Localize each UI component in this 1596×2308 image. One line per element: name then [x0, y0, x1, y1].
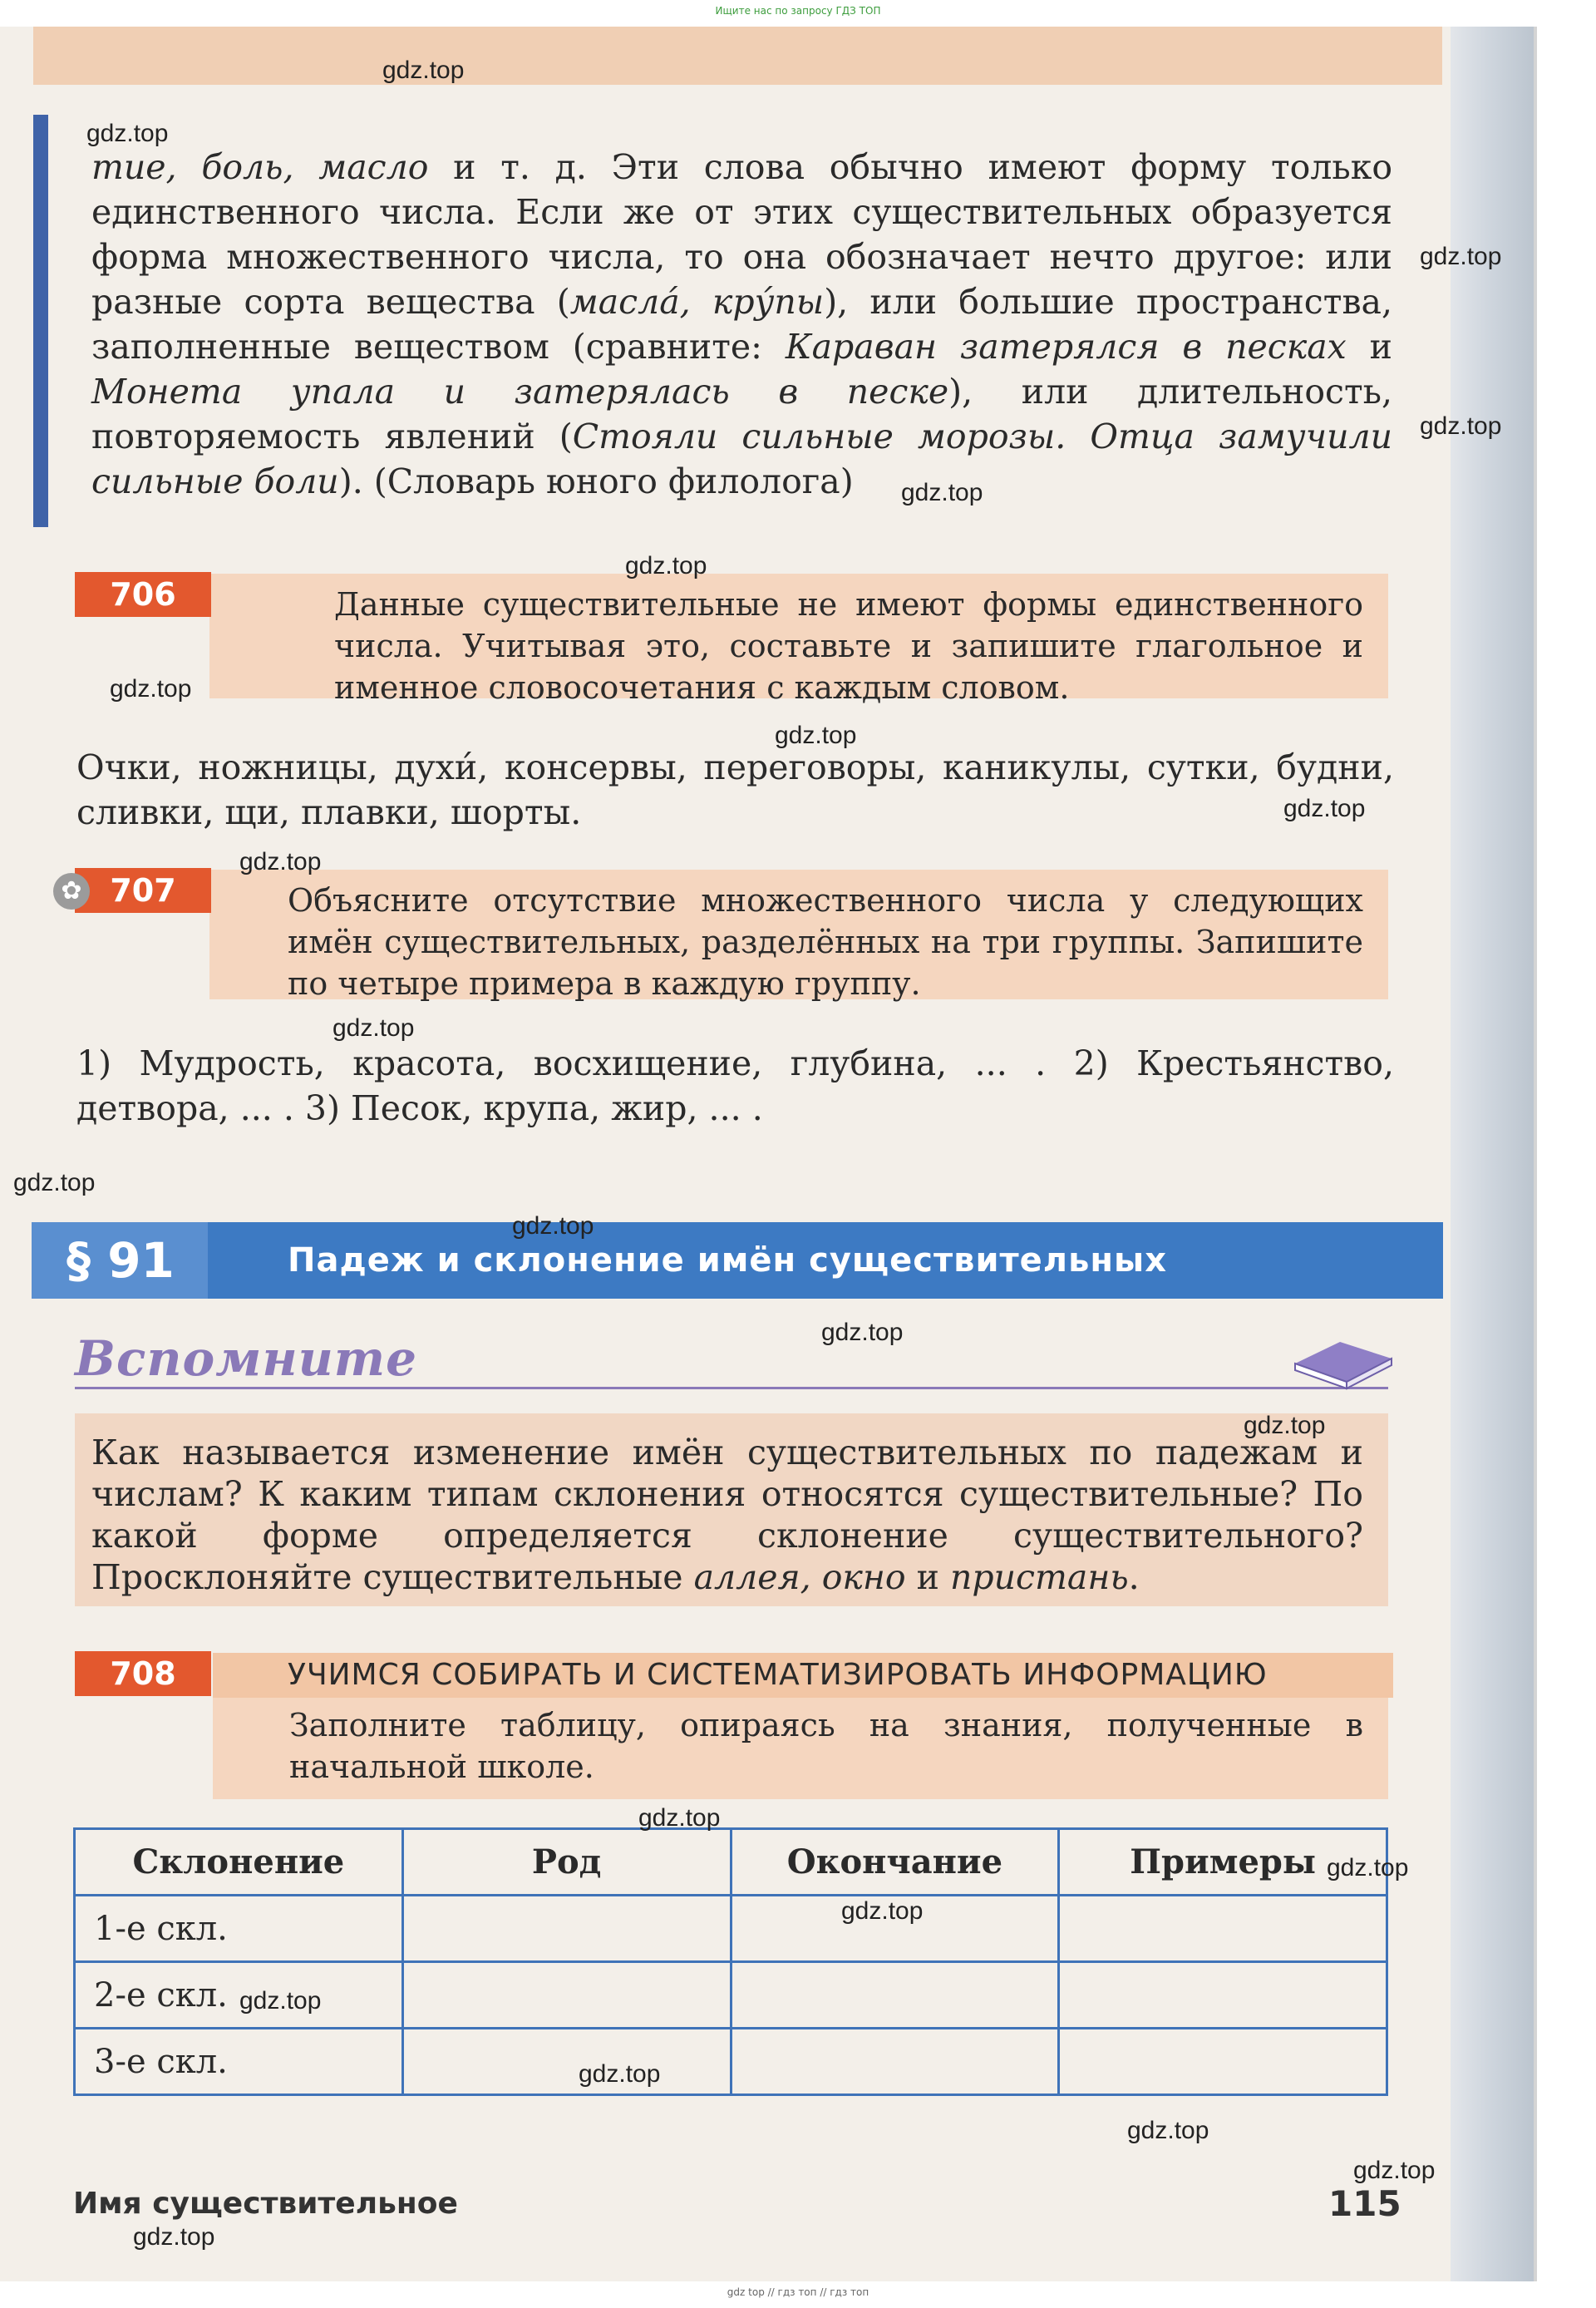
watermark: gdz.top [1127, 2117, 1209, 2144]
watermark: gdz.top [579, 2060, 661, 2088]
watermark: gdz.top [1283, 795, 1366, 822]
ex706-words: Очки, ножницы, духи́, консервы, переговоры, каникулы, сутки, будни, сливки, щи, плавки, шорты. [76, 747, 1394, 832]
quote-run: ), или длительность, повторяемость явлений ( [91, 372, 1392, 456]
table-cell [731, 2029, 1059, 2095]
quote-block [33, 115, 1442, 527]
table-cell [402, 1962, 731, 2029]
quote-example: масла́, кру́пы [569, 282, 825, 322]
footer-section-name: Имя существительное [73, 2187, 458, 2221]
table-cell: 2-е скл. [75, 1962, 403, 2029]
watermark: gdz.top [332, 1014, 415, 1042]
table-row [75, 2029, 1387, 2095]
watermark: gdz.top [821, 1319, 904, 1346]
watermark: gdz.top [638, 1804, 721, 1832]
ex707-words: 1) Мудрость, красота, восхищение, глубина, ... . 2) Крестьянство, детвора, ... . 3) Песок, крупа, жир, ... . [76, 1043, 1394, 1128]
ex707-task: Объясните отсутствие множественного числа у следующих имён существительных, разделённых на три группы. Запишите по четыре примера в каждую группу. [288, 882, 1363, 1002]
watermark: gdz.top [775, 722, 857, 749]
table-header: Склонение [75, 1829, 403, 1896]
table-row [75, 1896, 1387, 1962]
page-edge [1534, 27, 1537, 2281]
watermark: gdz.top [382, 57, 465, 84]
ex707-number: 707 [75, 868, 211, 913]
bottom-note: gdz top // гдз топ // гдз топ [727, 2286, 869, 2298]
watermark: gdz.top [901, 479, 983, 506]
table-header: Окончание [731, 1829, 1059, 1896]
ex706-number: 706 [75, 572, 211, 617]
ex708-task-box [213, 1698, 1388, 1799]
watermark: gdz.top [133, 2223, 215, 2251]
remember-underline [75, 1387, 1388, 1389]
watermark: gdz.top [625, 552, 707, 579]
page-number: 115 [1328, 2183, 1401, 2224]
watermark: gdz.top [13, 1169, 96, 1196]
ex706-task-box [209, 574, 1388, 706]
watermark: gdz.top [86, 120, 169, 147]
table-cell: 1-е скл. [75, 1896, 403, 1962]
ex708-task: Заполните таблицу, опираясь на знания, полученные в начальной школе. [289, 1707, 1363, 1785]
remember-and: и [905, 1557, 950, 1597]
table-cell [1059, 1896, 1387, 1962]
table-cell [1059, 1962, 1387, 2029]
watermark: gdz.top [512, 1212, 594, 1240]
ex708-caps-title: УЧИМСЯ СОБИРАТЬ И СИСТЕМАТИЗИРОВАТЬ ИНФОРМАЦИЮ [213, 1653, 1393, 1698]
top-band [33, 27, 1442, 85]
watermark: gdz.top [239, 848, 322, 875]
remember-end: . [1128, 1557, 1140, 1597]
table-cell [402, 1896, 731, 1962]
quote-run: ). (Словарь юного филолога) [338, 461, 854, 501]
declension-table [73, 1827, 1388, 2096]
ex706-task: Данные существительные не имеют формы единственного числа. Учитывая это, составьте и запишите глагольное и именное словосочетания с каждым словом. [334, 586, 1363, 706]
star-flower-icon: ✿ [53, 873, 90, 910]
watermark: gdz.top [841, 1897, 924, 1925]
quote-run: и [1346, 327, 1393, 367]
table-cell [1059, 2029, 1387, 2095]
watermark: gdz.top [1353, 2157, 1436, 2184]
quote-run: и т. д. Эти слова обычно имеют форму только единственного числа. Если же от этих существительных образуется форма множественного числа, то она обозначает нечто другое: или разные сорта вещества ( [91, 147, 1393, 322]
book-spine-shadow [1451, 27, 1534, 2281]
top-note: Ищите нас по запросу ГДЗ ТОП [715, 5, 881, 17]
watermark: gdz.top [1327, 1854, 1409, 1881]
section-number: § 91 [32, 1222, 208, 1299]
quote-example: Караван затерялся в песках [785, 327, 1347, 367]
table-header: Род [402, 1829, 731, 1896]
ex707-task-box [209, 870, 1388, 1002]
table-cell [402, 2029, 731, 2095]
watermark: gdz.top [1244, 1412, 1326, 1439]
section-title: Падеж и склонение имён существительных [288, 1241, 1167, 1280]
table-cell [731, 1962, 1059, 2029]
table-cell: 3-е скл. [75, 2029, 403, 2095]
quote-example: Стояли сильные морозы. Отца замучили сильные боли [91, 417, 1392, 501]
watermark: gdz.top [239, 1987, 322, 2015]
remember-words: аллея, окно [693, 1557, 906, 1597]
remember-heading: Вспомните [75, 1330, 418, 1387]
watermark: gdz.top [1420, 412, 1502, 440]
book-icon [1288, 1322, 1396, 1390]
quote-example: тие, боль, масло [91, 147, 429, 187]
ex708-number: 708 [75, 1651, 211, 1696]
quote-run: ), или большие пространства, заполненные веществом (сравните: [91, 282, 1392, 367]
remember-box [75, 1413, 1388, 1606]
table-header: Примеры [1059, 1829, 1387, 1896]
quote-text [48, 115, 1442, 504]
table-header-row [75, 1829, 1387, 1896]
remember-text: Как называется изменение имён существительных по падежам и числам? К каким типам склонения относятся существительные? По какой форме определяется склонение существительного? Просклоняйте существительные [91, 1433, 1363, 1597]
remember-word-last: пристань [950, 1557, 1129, 1597]
watermark: gdz.top [110, 675, 192, 703]
watermark: gdz.top [1420, 243, 1502, 270]
quote-example: Монета упала и затерялась в песке [91, 372, 949, 412]
